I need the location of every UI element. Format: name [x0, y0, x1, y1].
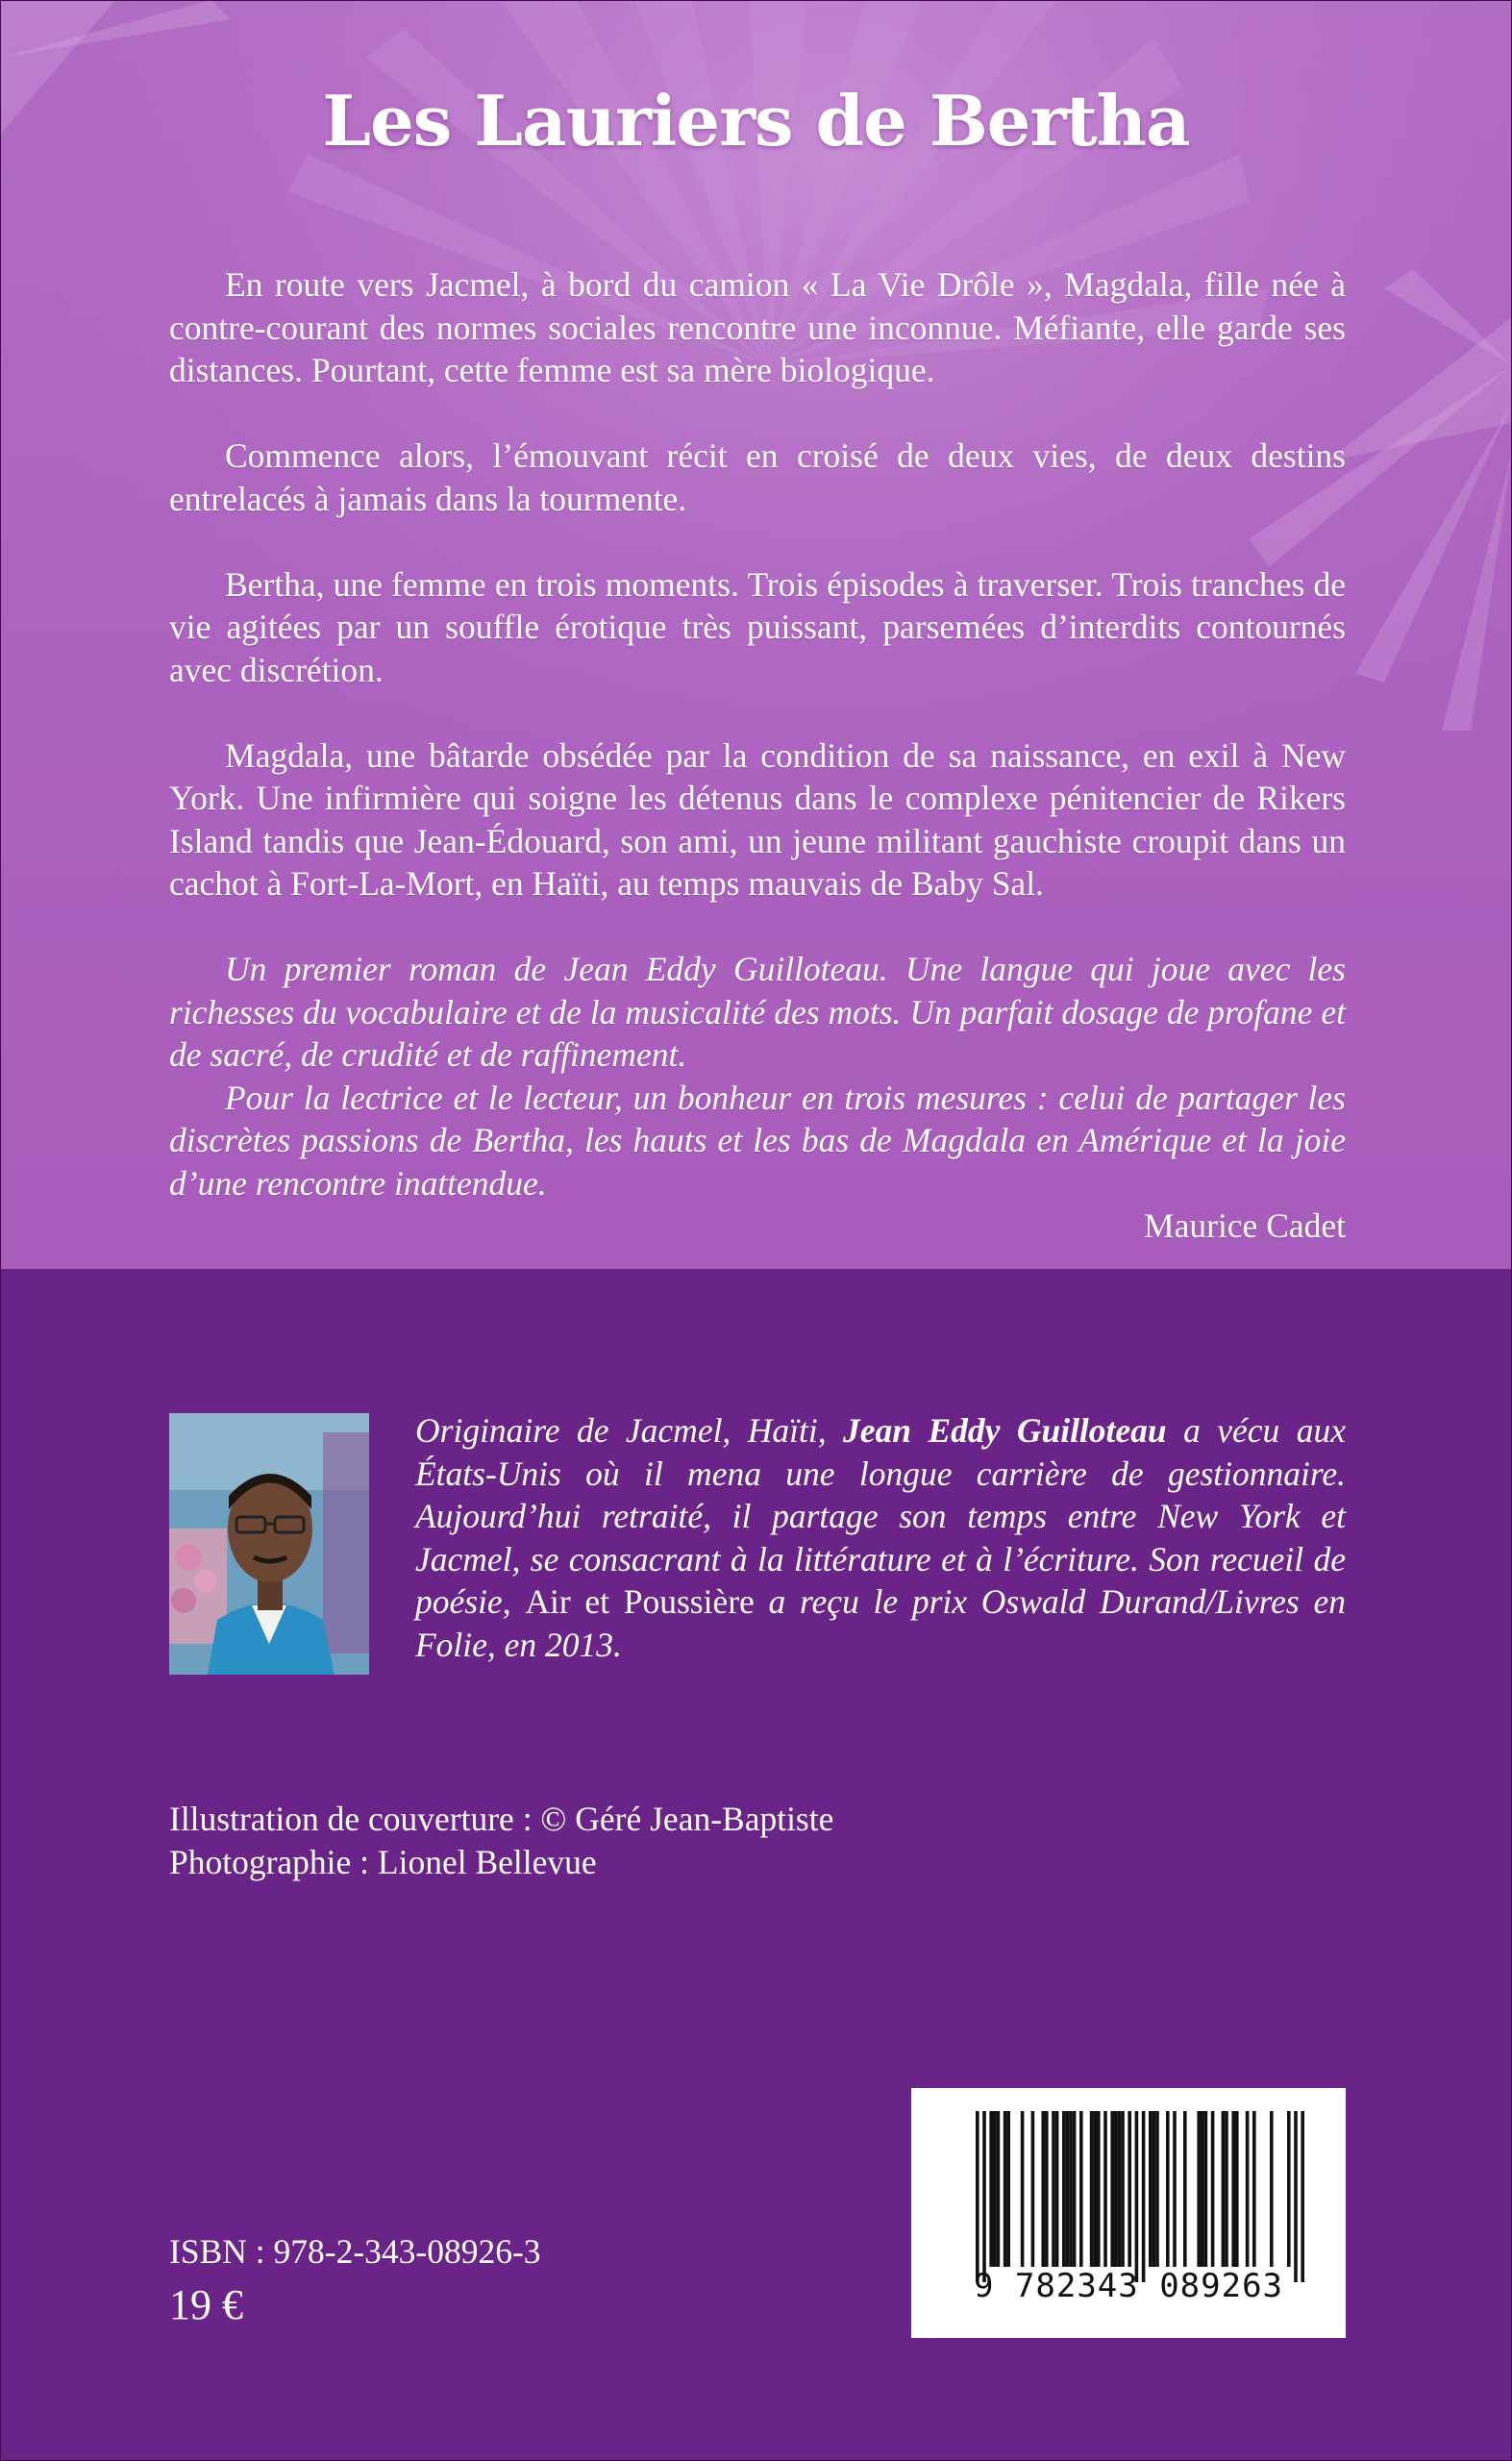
barcode-bar [1062, 2111, 1066, 2267]
barcode-bar [1090, 2111, 1094, 2267]
summary-paragraph: Magdala, une bâtarde obsédée par la condition de sa naissance, en exil à New York. Une infirmière qui soigne les détenus dans le complexe pénitencier de Rikers Island tandis que Jean-Édouard, son ami, un jeune militant gauchiste croupit dans un cachot à Fort-La-Mort, en Haïti, au temps mauvais de Baby Sal. [169, 735, 1346, 903]
barcode-digits: 9 782343 089263 [973, 2267, 1284, 2305]
barcode-bar [1287, 2111, 1291, 2267]
barcode-bar [1121, 2111, 1125, 2267]
barcode-bar [1004, 2111, 1007, 2267]
barcode-bar [1142, 2111, 1146, 2282]
barcode-bar [982, 2111, 986, 2282]
author-biography [415, 1409, 1346, 1666]
author-name: Jean Eddy Guilloteau [843, 1411, 1167, 1450]
barcode-bar [1055, 2111, 1059, 2267]
barcode-bar [1135, 2111, 1139, 2282]
barcode-bar [1045, 2111, 1049, 2267]
summary-text [169, 263, 1346, 1269]
author-portrait-illustration [169, 1413, 369, 1675]
summary-paragraph: Commence alors, l’émouvant récit en croisé de deux vies, de deux destins entrelacés à jamais dans la tourmente. [169, 436, 1346, 518]
barcode-bar [1149, 2111, 1153, 2267]
photo-credit: Photographie : Lionel Bellevue [169, 1843, 597, 1881]
barcode-bar [1041, 2111, 1045, 2267]
barcode-bar [1231, 2111, 1235, 2267]
book-title: Les Lauriers de Bertha [322, 80, 1190, 162]
barcode-bar [1201, 2111, 1204, 2267]
barcode-bar [976, 2111, 979, 2282]
barcode-bar [1052, 2111, 1055, 2267]
author-photo [169, 1413, 369, 1675]
author-panel [0, 1269, 1512, 2461]
barcode-bar [1006, 2111, 1010, 2267]
review-author: Maurice Cadet [1144, 1206, 1346, 1245]
barcode-bar [1110, 2111, 1114, 2267]
summary-paragraph: Bertha, une femme en trois moments. Trois épisodes à traverser. Trois tranches de vie agitées par un souffle érotique très puissant, parsemées d’interdits contournés avec discrétion. [169, 564, 1346, 689]
barcode-bar [1097, 2111, 1101, 2267]
barcode-bar [1155, 2111, 1159, 2267]
barcode-bar [1183, 2111, 1187, 2267]
poetry-book-title: Air et Poussière [525, 1582, 755, 1621]
barcode-bar [1103, 2111, 1107, 2267]
barcode-bar [1222, 2111, 1226, 2267]
barcode-bar [1114, 2111, 1118, 2267]
barcode-bar [1204, 2111, 1208, 2267]
barcode-bar [1294, 2111, 1298, 2282]
illustration-credit: Illustration de couverture : © Géré Jean-Baptiste [169, 1800, 834, 1838]
review-paragraph: Pour la lectrice et le lecteur, un bonheur en trois mesures : celui de partager les discrètes passions de Bertha, les hauts et les bas de Magdala en Amérique et la joie d’une rencontre inattendue. [169, 1078, 1346, 1203]
barcode-bar [1301, 2111, 1304, 2282]
barcode-bar [1093, 2111, 1097, 2267]
barcode-bar [993, 2111, 997, 2267]
barcode-bar [1270, 2111, 1274, 2267]
barcode-bar [1166, 2111, 1170, 2267]
bio-text: Originaire de Jacmel, Haïti, [415, 1411, 844, 1450]
barcode-bar [1246, 2111, 1250, 2267]
barcode-bar [997, 2111, 1001, 2267]
barcode-bar [1225, 2111, 1228, 2267]
price: 19 € [169, 2281, 243, 2328]
barcode-bar [1118, 2111, 1122, 2267]
barcode-bar [1252, 2111, 1256, 2267]
barcode-bar [1021, 2111, 1025, 2267]
barcode-bar [1197, 2111, 1201, 2267]
summary-paragraph: En route vers Jacmel, à bord du camion « La Vie Drôle », Magdala, fille née à contre-courant des normes sociales rencontre une inconnue. Méfiante, elle garde ses distances. Pourtant, cette femme est sa mère biologique. [169, 265, 1346, 389]
credits [169, 1798, 833, 1884]
barcode-bar [1235, 2111, 1239, 2267]
barcode [911, 2088, 1346, 2338]
barcode-bar [1066, 2111, 1070, 2267]
barcode-bar [1069, 2111, 1073, 2267]
barcode-bar [1079, 2111, 1083, 2267]
barcode-bar [1173, 2111, 1177, 2267]
bio-text: a vécu aux États-Unis où il mena une longue carrière de gestionnaire. Aujourd’hui retraité, il partage son temps entre New York et Jacmel, se consacrant à la littérature et à l’écriture. Son recueil de poésie, [415, 1411, 1346, 1621]
barcode-bar [1153, 2111, 1156, 2267]
barcode-bar [989, 2111, 993, 2267]
bio-text: a reçu le prix Oswald Durand/Livres en Folie, en 2013. [415, 1582, 1346, 1664]
barcode-bar [1211, 2111, 1215, 2267]
barcode-bar [1031, 2111, 1035, 2267]
review-paragraph: Un premier roman de Jean Eddy Guilloteau. Une langue qui joue avec les richesses du vocabulaire et de la musicalité des mots. Un parfait dosage de profane et de sacré, de crudité et de raffinement. [169, 950, 1346, 1074]
isbn: ISBN : 978-2-343-08926-3 [169, 2232, 541, 2271]
barcode-bar [1128, 2111, 1131, 2267]
barcode-bar [1073, 2111, 1077, 2267]
